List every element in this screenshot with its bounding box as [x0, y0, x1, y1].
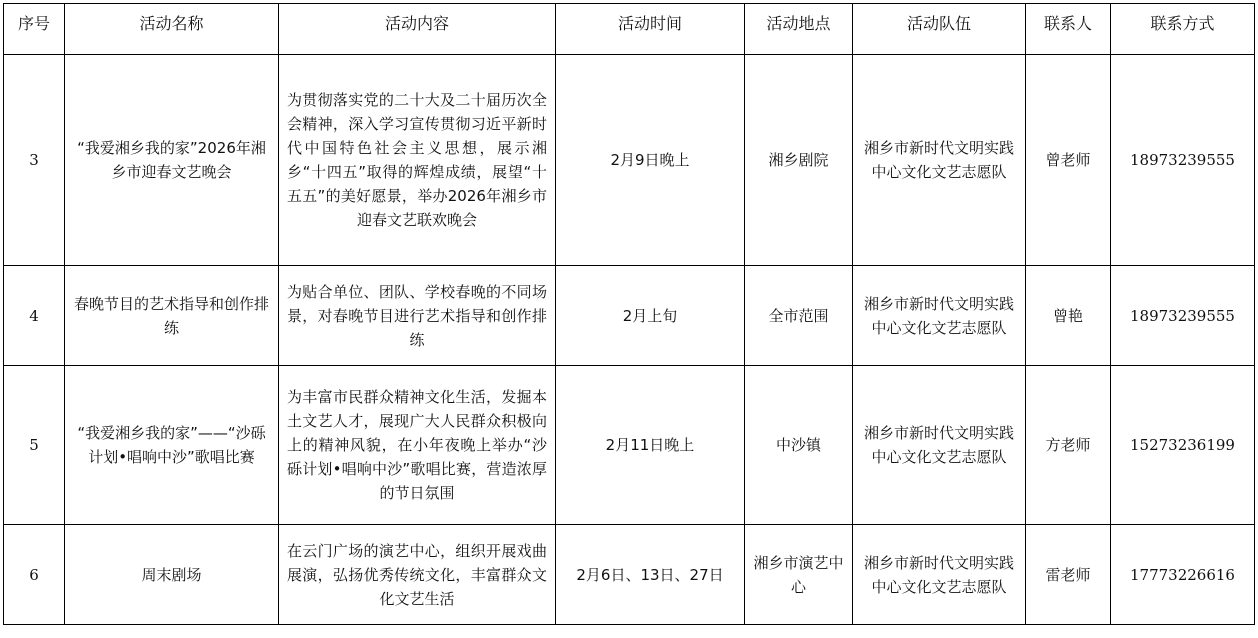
cell-phone: 18973239555: [1111, 55, 1255, 266]
cell-content: 为丰富市民群众精神文化生活，发掘本土文艺人才，展现广大人民群众积极向上的精神风貌，在小年夜晚上举办“沙砾计划•唱响中沙”歌唱比赛，营造浓厚的节日氛围: [279, 366, 556, 525]
cell-contact: 曾老师: [1026, 55, 1111, 266]
cell-content: 为贴合单位、团队、学校春晚的不同场景，对春晚节目进行艺术指导和创作排练: [279, 266, 556, 366]
cell-team: 湘乡市新时代文明实践中心文化文艺志愿队: [853, 366, 1026, 525]
cell-name: “我爱湘乡我的家”2026年湘乡市迎春文艺晚会: [65, 55, 279, 266]
cell-phone: 18973239555: [1111, 266, 1255, 366]
cell-time: 2月11日晚上: [556, 366, 745, 525]
activity-table: [3, 3, 1255, 625]
cell-contact: 方老师: [1026, 366, 1111, 525]
cell-contact: 曾艳: [1026, 266, 1111, 366]
cell-name: 周末剧场: [65, 525, 279, 625]
cell-time: 2月9日晚上: [556, 55, 745, 266]
table-row: [4, 266, 1255, 366]
header-time: 活动时间: [556, 4, 745, 55]
cell-index: 6: [4, 525, 65, 625]
cell-location: 全市范围: [745, 266, 853, 366]
cell-time: 2月上旬: [556, 266, 745, 366]
cell-team: 湘乡市新时代文明实践中心文化文艺志愿队: [853, 55, 1026, 266]
cell-content: 在云门广场的演艺中心，组织开展戏曲展演，弘扬优秀传统文化，丰富群众文化文艺生活: [279, 525, 556, 625]
cell-index: 5: [4, 366, 65, 525]
cell-time: 2月6日、13日、27日: [556, 525, 745, 625]
header-phone: 联系方式: [1111, 4, 1255, 55]
header-contact: 联系人: [1026, 4, 1111, 55]
cell-location: 中沙镇: [745, 366, 853, 525]
header-name: 活动名称: [65, 4, 279, 55]
cell-phone: 17773226616: [1111, 525, 1255, 625]
cell-contact: 雷老师: [1026, 525, 1111, 625]
header-index: 序号: [4, 4, 65, 55]
cell-name: 春晚节目的艺术指导和创作排练: [65, 266, 279, 366]
cell-location: 湘乡剧院: [745, 55, 853, 266]
header-row: [4, 4, 1255, 55]
cell-content: 为贯彻落实党的二十大及二十届历次全会精神，深入学习宣传贯彻习近平新时代中国特色社会主义思想，展示湘乡“十四五”取得的辉煌成绩，展望“十五五”的美好愿景，举办2026年湘乡市迎春文艺联欢晚会: [279, 55, 556, 266]
cell-team: 湘乡市新时代文明实践中心文化文艺志愿队: [853, 266, 1026, 366]
table-row: [4, 55, 1255, 266]
table-row: [4, 366, 1255, 525]
table-row: [4, 525, 1255, 625]
cell-team: 湘乡市新时代文明实践中心文化文艺志愿队: [853, 525, 1026, 625]
header-location: 活动地点: [745, 4, 853, 55]
cell-phone: 15273236199: [1111, 366, 1255, 525]
header-team: 活动队伍: [853, 4, 1026, 55]
header-content: 活动内容: [279, 4, 556, 55]
cell-location: 湘乡市演艺中心: [745, 525, 853, 625]
cell-index: 3: [4, 55, 65, 266]
cell-index: 4: [4, 266, 65, 366]
cell-name: “我爱湘乡我的家”——“沙砾计划•唱响中沙”歌唱比赛: [65, 366, 279, 525]
